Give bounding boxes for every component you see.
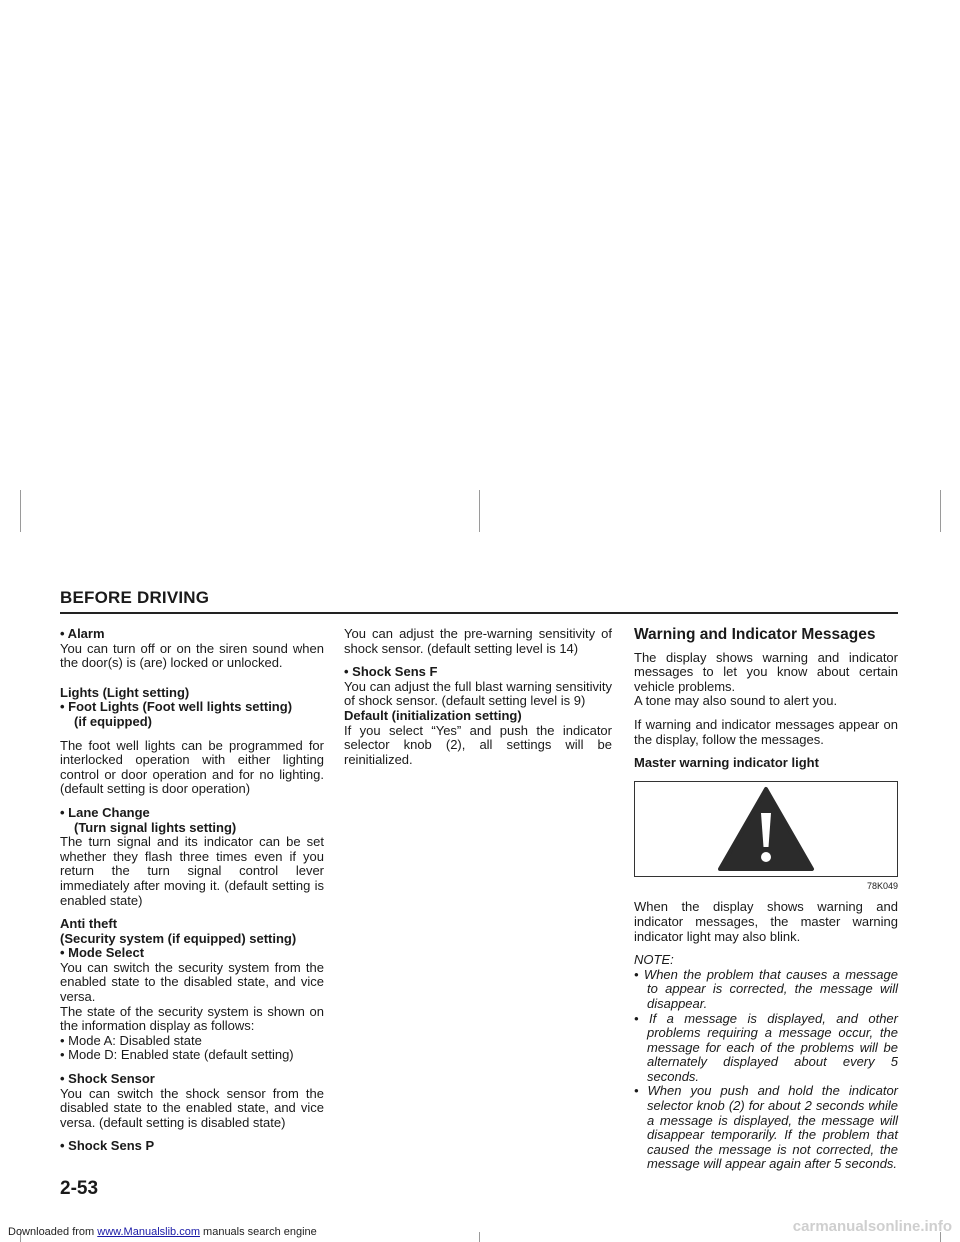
foot-lights-title: • Foot Lights (Foot well lights setting): [60, 699, 293, 715]
warning-triangle-icon: [716, 785, 816, 873]
shock-sens-f-title: • Shock Sens F: [344, 664, 438, 680]
shock-sens-f-text: You can adjust the full blast warning sensitivity of shock sensor. (default setting level is 9): [344, 678, 612, 709]
column-2: [344, 627, 612, 767]
anti-theft-subtitle: (Security system (if equipped) setting): [60, 930, 297, 946]
shock-sensor-title: • Shock Sensor: [60, 1071, 155, 1087]
crop-mark: [479, 1232, 480, 1242]
mode-d-item: • Mode D: Enabled state (default setting): [60, 1047, 294, 1063]
lights-title: Lights (Light setting): [60, 684, 190, 700]
mode-select-text: You can switch the security system from the enabled state to the disabled state, and vice versa.: [60, 959, 324, 1005]
anti-theft-title: Anti theft: [60, 916, 118, 932]
intro-text-tone: A tone may also sound to alert you.: [634, 693, 838, 709]
footer-suffix: manuals search engine: [199, 1226, 317, 1238]
section-title: BEFORE DRIVING: [60, 588, 210, 607]
header-rule: [60, 612, 898, 614]
footer-prefix: Downloaded from: [8, 1226, 98, 1238]
note-item: • When the problem that causes a message to appear is corrected, the message will disappear.: [634, 966, 898, 1011]
crop-mark: [20, 490, 21, 532]
column-3: [634, 627, 898, 1172]
master-warning-title: Master warning indicator light: [634, 755, 819, 771]
figure-code: 78K049: [866, 880, 898, 891]
note-item: • If a message is displayed, and other problems requiring a message occur, the message for each of the problems will be alternately displayed about every 5 seconds.: [634, 1010, 898, 1084]
lane-change-title: • Lane Change: [60, 804, 150, 820]
shock-sens-p-text: You can adjust the pre-warning sensitivity of shock sensor. (default setting level is 14): [344, 626, 612, 656]
shock-sens-p-title: • Shock Sens P: [60, 1138, 155, 1154]
section-heading: Warning and Indicator Messages: [634, 626, 876, 643]
warning-figure: [634, 781, 898, 877]
note-label: NOTE:: [634, 952, 674, 968]
mode-select-title: • Mode Select: [60, 945, 145, 961]
blink-text: When the display shows warning and indicator messages, the master warning indicator light may also blink.: [634, 899, 898, 944]
note-list: [634, 968, 898, 1172]
intro-text: The display shows warning and indicator messages to let you know about certain vehicle problems.: [634, 649, 898, 694]
footer: [8, 1226, 317, 1238]
alarm-text: You can turn off or on the siren sound when the door(s) is (are) locked or unlocked.: [60, 640, 324, 671]
shock-sensor-text: You can switch the shock sensor from the disabled state to the enabled state, and vice versa. (default setting is disabled state): [60, 1085, 324, 1130]
foot-lights-subtitle: (if equipped): [74, 713, 152, 729]
lane-change-subtitle: (Turn signal lights setting): [74, 819, 237, 835]
note-item: • When you push and hold the indicator selector knob (2) for about 2 seconds while a message is displayed, the message will disappear temporarily. If the problem that caused the message is not corrected, the message will appear again after 5 seconds.: [634, 1083, 898, 1172]
crop-mark: [479, 490, 480, 532]
manualslib-link[interactable]: www.Manualslib.com: [97, 1226, 200, 1238]
foot-lights-text: The foot well lights can be programmed for interlocked operation with either lighting control or door operation and for no lighting. (default setting is door operation): [60, 737, 324, 797]
default-text: If you select “Yes” and push the indicator selector knob (2), all settings will be reinitialized.: [344, 722, 612, 767]
alarm-title: • Alarm: [60, 626, 105, 641]
column-1: [60, 627, 324, 1154]
watermark: carmanualsonline.info: [792, 1218, 952, 1235]
lane-change-text: The turn signal and its indicator can be set whether they flash three times even if you return the turn signal control lever immediately after moving it. (default setting is enabled state): [60, 834, 324, 908]
mode-select-text-2: The state of the security system is shown on the information display as follows:: [60, 1003, 324, 1034]
default-title: Default (initialization setting): [344, 707, 522, 723]
page-number: 2-53: [60, 1178, 99, 1199]
mode-a-item: • Mode A: Disabled state: [60, 1032, 202, 1048]
follow-text: If warning and indicator messages appear on the display, follow the messages.: [634, 716, 898, 747]
crop-mark: [940, 490, 941, 532]
